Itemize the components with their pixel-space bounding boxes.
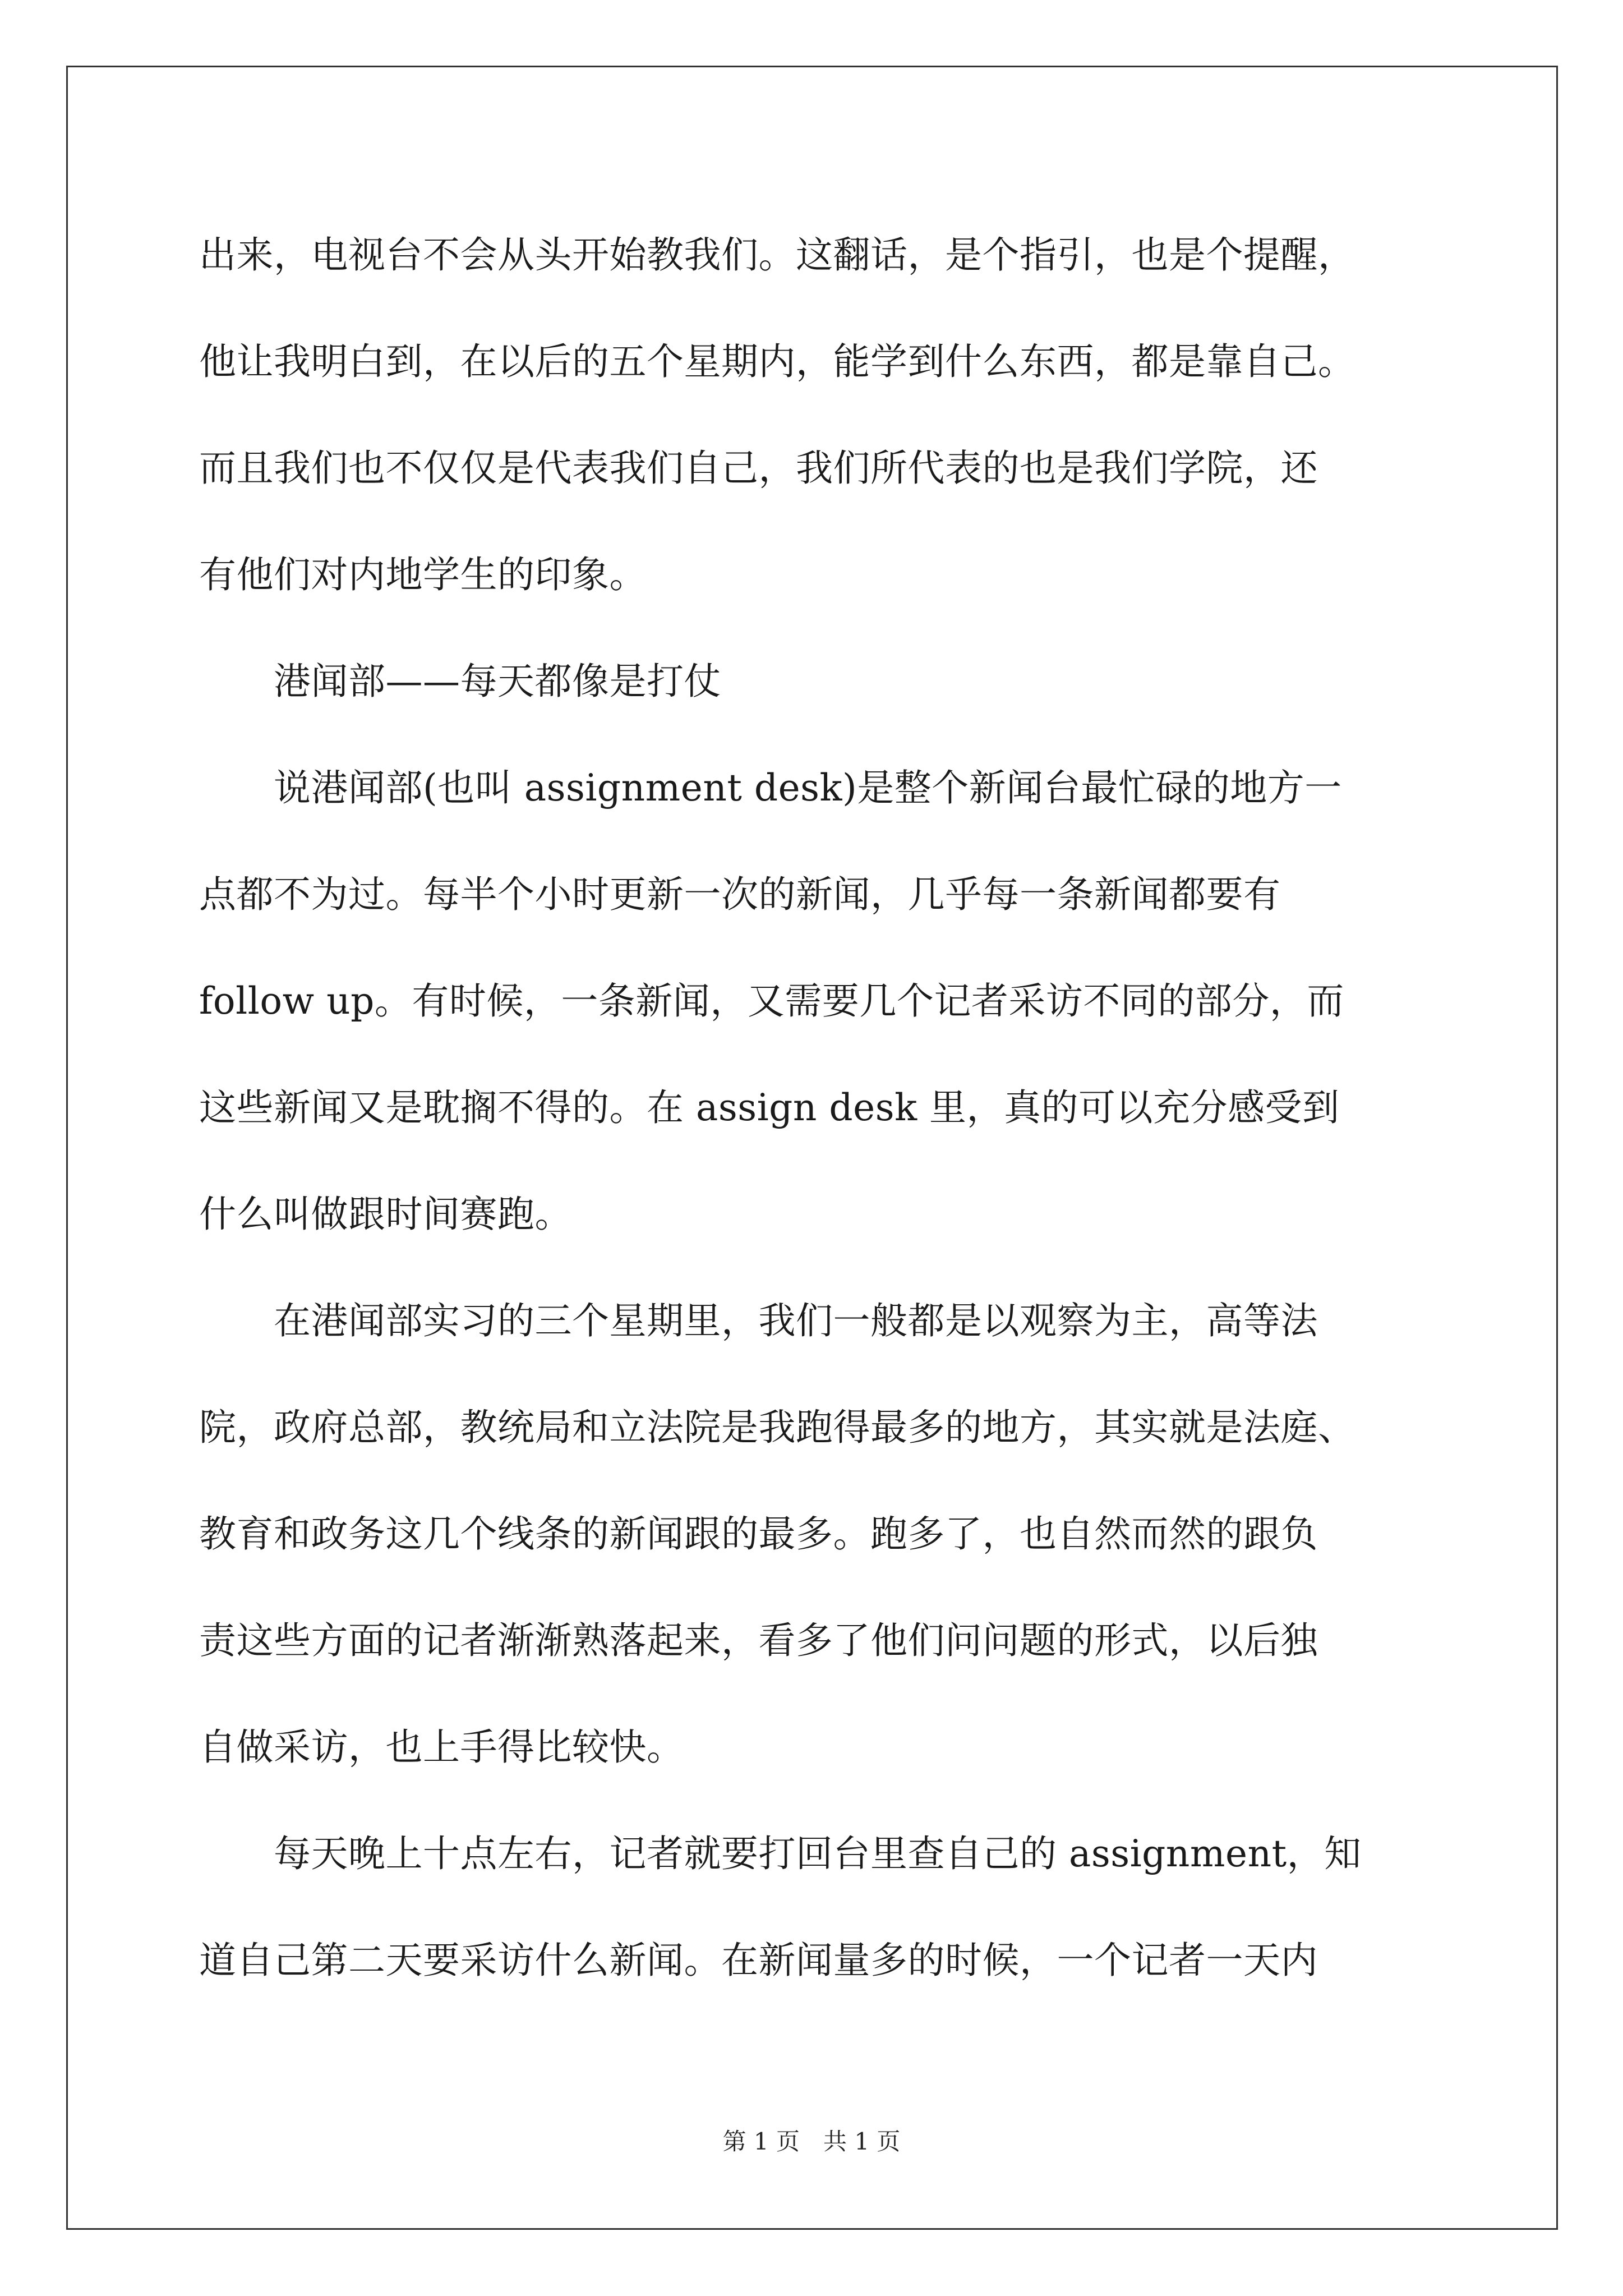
text-line: follow up。有时候，一条新闻，又需要几个记者采访不同的部分，而 — [199, 979, 1344, 1023]
text-line: 每天晚上十点左右，记者就要打回台里查自己的 assignment，知 — [199, 1832, 1362, 1875]
text-line: 有他们对内地学生的印象。 — [199, 553, 647, 596]
text-line: 这些新闻又是耽搁不得的。在 assign desk 里，真的可以充分感受到 — [199, 1086, 1340, 1129]
section-heading: 港闻部——每天都像是打仗 — [199, 660, 721, 703]
text-line: 出来，电视台不会从头开始教我们。这翻话，是个指引，也是个提醒， — [199, 233, 1355, 277]
text-line: 教育和政务这几个线条的新闻跟的最多。跑多了，也自然而然的跟负 — [199, 1512, 1318, 1556]
text-line: 在港闻部实习的三个星期里，我们一般都是以观察为主，高等法 — [199, 1299, 1318, 1342]
page-number-footer: 第 1 页 共 1 页 — [722, 2128, 901, 2155]
text-line: 道自己第二天要采访什么新闻。在新闻量多的时候，一个记者一天内 — [199, 1939, 1318, 1982]
document-body — [199, 202, 1433, 2014]
text-line: 自做采访，也上手得比较快。 — [199, 1726, 684, 1769]
text-line: 什么叫做跟时间赛跑。 — [199, 1193, 572, 1236]
text-line: 说港闻部(也叫 assignment desk)是整个新闻台最忙碌的地方一 — [199, 766, 1342, 809]
text-line: 责这些方面的记者渐渐熟落起来，看多了他们问问题的形式，以后独 — [199, 1619, 1318, 1662]
text-line: 他让我明白到，在以后的五个星期内，能学到什么东西，都是靠自己。 — [199, 340, 1355, 383]
text-line: 点都不为过。每半个小时更新一次的新闻，几乎每一条新闻都要有 — [199, 873, 1281, 916]
text-line: 而且我们也不仅仅是代表我们自己，我们所代表的也是我们学院，还 — [199, 447, 1318, 490]
text-line: 院，政府总部，教统局和立法院是我跑得最多的地方，其实就是法庭、 — [199, 1406, 1355, 1449]
